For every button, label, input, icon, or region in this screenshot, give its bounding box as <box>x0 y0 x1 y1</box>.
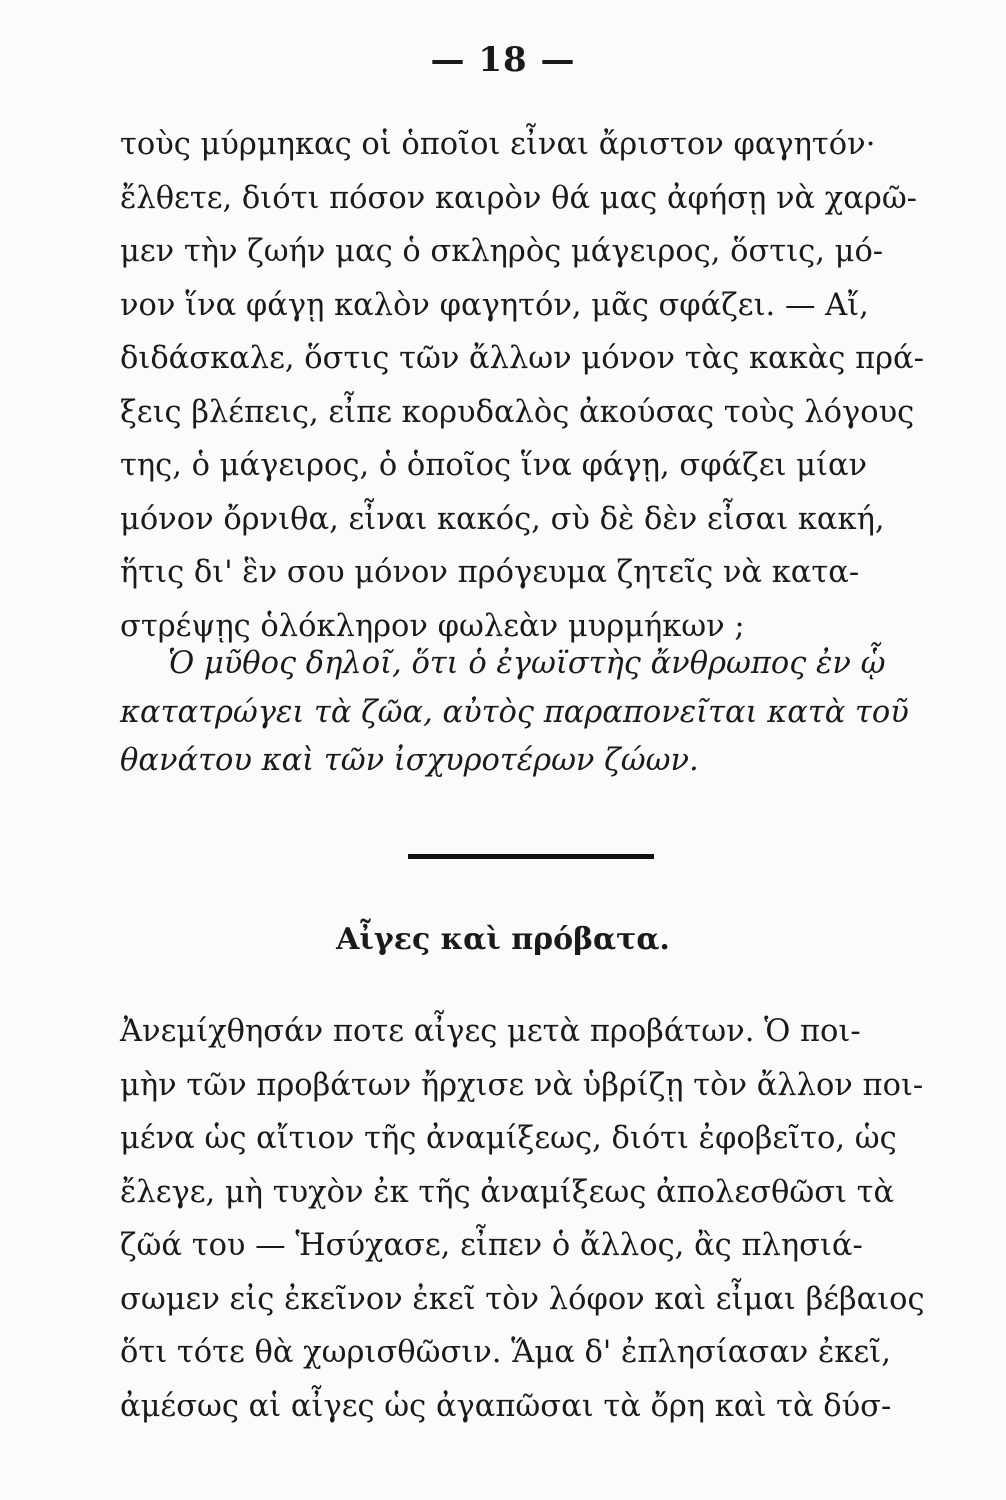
moral-line: Ὁ μῦθος δηλοῖ, ὅτι ὁ ἐγωϊστὴς ἄνθρωπος ἐν ᾧ <box>168 646 886 681</box>
page-number: — 18 — <box>430 40 576 80</box>
paragraph-line: διδάσκαλε, ὅστις τῶν ἄλλων μόνον τὰς κακὰς πρά- <box>120 341 924 376</box>
paragraph-1 <box>120 118 960 653</box>
paragraph-line: μεν τὴν ζωήν μας ὁ σκληρὸς μάγειρος, ὅστις, μό- <box>120 234 884 269</box>
paragraph-line: στρέψῃς ὁλόκληρον φωλεὰν μυρμήκων ; <box>120 608 745 644</box>
section-divider <box>408 854 654 859</box>
paragraph-line: ἀμέσως αἱ αἶγες ὡς ἀγαπῶσαι τὰ ὄρη καὶ τὰ δύσ- <box>120 1388 892 1424</box>
paragraph-line: ζῶά του — Ἡσύχασε, εἶπεν ὁ ἄλλος, ἂς πλησιά- <box>120 1228 863 1263</box>
paragraph-line: ἥτις δι' ἓν σου μόνον πρόγευμα ζητεῖς νὰ κατα- <box>120 555 860 590</box>
paragraph-line: της, ὁ μάγειρος, ὁ ὁποῖος ἵνα φάγῃ, σφάζει μίαν <box>120 448 868 483</box>
moral-line: κατατρώγει τὰ ζῶα, αὐτὸς παραπονεῖται κατὰ τοῦ <box>120 694 909 730</box>
paragraph-line: μὴν τῶν προβάτων ἤρχισε νὰ ὑβρίζῃ τὸν ἄλλον ποι- <box>120 1067 924 1103</box>
fable-title: Αἶγες καὶ πρόβατα. <box>336 922 670 957</box>
paragraph-line: τοὺς μύρμηκας οἱ ὁποῖοι εἶναι ἄριστον φαγητόν· <box>120 127 876 162</box>
paragraph-2 <box>120 1005 960 1433</box>
moral-line: θανάτου καὶ τῶν ἰσχυροτέρων ζώων. <box>120 743 699 778</box>
paragraph-line: Ἀνεμίχθησάν ποτε αἶγες μετὰ προβάτων. Ὁ ποι- <box>120 1014 861 1049</box>
paragraph-line: σωμεν εἰς ἐκεῖνον ἐκεῖ τὸν λόφον καὶ εἶμαι βέβαιος <box>120 1281 925 1317</box>
paragraph-line: νον ἵνα φάγῃ καλὸν φαγητόν, μᾶς σφάζει. — Αἴ, <box>120 287 869 323</box>
fable-moral <box>120 640 960 786</box>
paragraph-line: ὅτι τότε θὰ χωρισθῶσιν. Ἅμα δ' ἐπλησίασαν ἐκεῖ, <box>120 1335 891 1370</box>
paragraph-line: ἔλεγε, μὴ τυχὸν ἐκ τῆς ἀναμίξεως ἀπολεσθῶσι τὰ <box>120 1174 895 1210</box>
paragraph-line: μόνον ὄρνιθα, εἶναι κακός, σὺ δὲ δὲν εἶσαι κακή, <box>120 501 885 537</box>
paragraph-line: ἔλθετε, διότι πόσον καιρὸν θά μας ἀφήσῃ νὰ χαρῶ- <box>120 180 917 216</box>
paragraph-line: μένα ὡς αἴτιον τῆς ἀναμίξεως, διότι ἐφοβεῖτο, ὡς <box>120 1121 897 1156</box>
paragraph-line: ξεις βλέπεις, εἶπε κορυδαλὸς ἀκούσας τοὺς λόγους <box>120 394 915 430</box>
